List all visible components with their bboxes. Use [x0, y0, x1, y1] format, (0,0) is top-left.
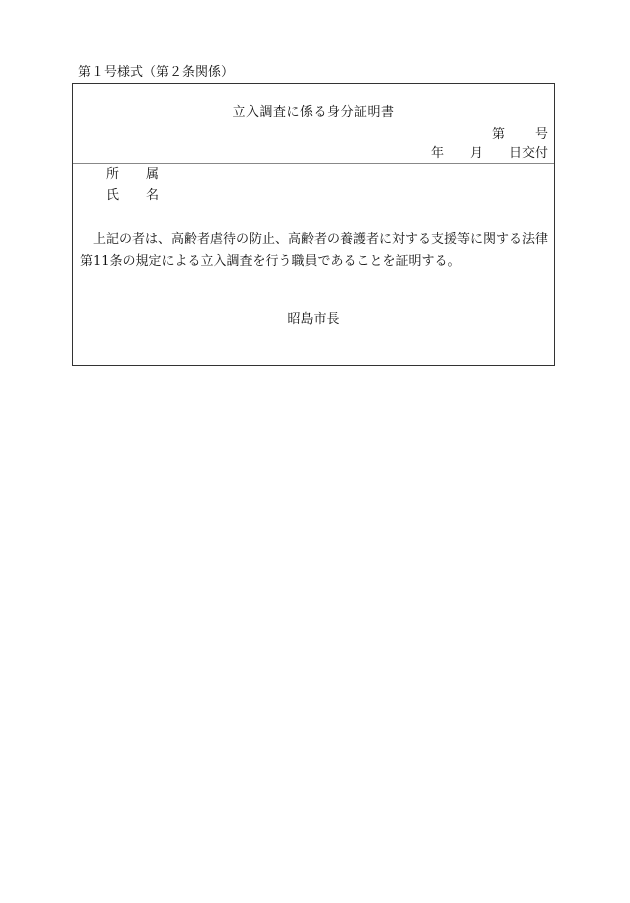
name-field — [106, 187, 159, 205]
date-day-issued: 日交付 — [508, 146, 548, 161]
issuer-name: 昭島市長 — [287, 312, 340, 327]
certificate-box — [72, 83, 555, 366]
number-prefix: 第 — [491, 127, 505, 142]
certificate-body-text: 上記の者は、高齢者虐待の防止、高齢者の養護者に対する支援等に関する法律第11条の規定による立入調査を行う職員であることを証明する。 — [80, 232, 549, 269]
name-label-1: 氏 — [106, 188, 120, 203]
issue-date-line — [431, 145, 548, 163]
certificate-number-line — [492, 126, 548, 144]
date-year: 年 — [430, 146, 444, 161]
certificate-title: 立入調査に係る身分証明書 — [232, 105, 395, 120]
form-number: 第１号様式（第２条関係） — [78, 65, 235, 80]
name-label-2: 名 — [146, 188, 160, 203]
affiliation-field — [106, 166, 159, 184]
header-divider — [73, 163, 554, 164]
date-month: 月 — [469, 146, 483, 161]
number-suffix: 号 — [534, 127, 548, 142]
affiliation-label-2: 属 — [146, 167, 160, 182]
affiliation-label-1: 所 — [106, 167, 120, 182]
